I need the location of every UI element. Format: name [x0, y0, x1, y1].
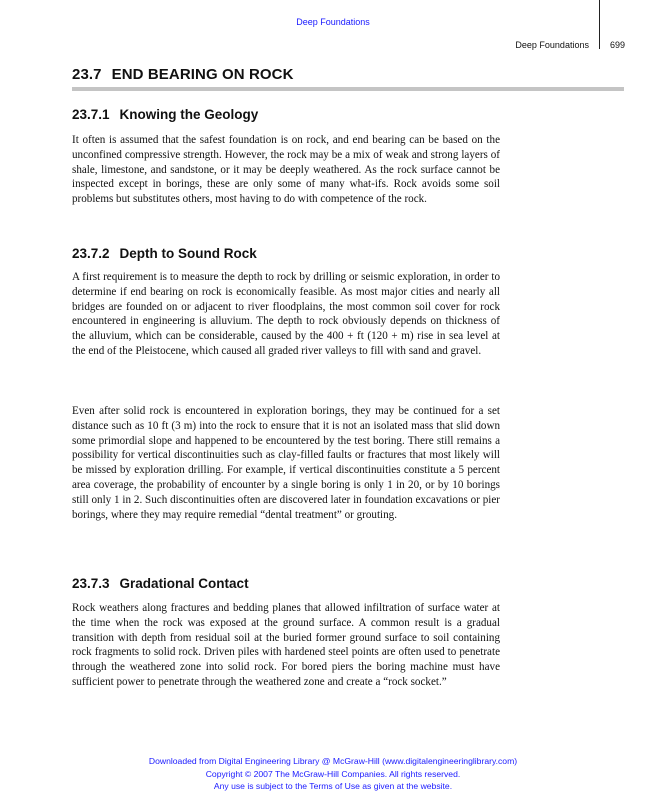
page-number: 699 [609, 40, 625, 50]
subsection-title: Knowing the Geology [119, 107, 259, 122]
subsection-heading-knowing-geology [72, 107, 258, 122]
section-heading-rule [72, 87, 624, 91]
running-head-title: Deep Foundations [515, 40, 589, 50]
section-number: 23.7 [72, 66, 102, 83]
running-head-divider [599, 0, 600, 49]
section-title: END BEARING ON ROCK [111, 66, 294, 83]
subsection-number: 23.7.3 [72, 576, 110, 591]
footer-terms-link[interactable]: Any use is subject to the Terms of Use as given at the website. [213, 781, 453, 791]
subsection-number: 23.7.2 [72, 246, 110, 261]
footer-copyright: Copyright © 2007 The McGraw-Hill Companies. All rights reserved. [205, 768, 461, 779]
section-heading [72, 66, 294, 83]
subsection-title: Gradational Contact [119, 576, 249, 591]
paragraph: A first requirement is to measure the depth to rock by drilling or seismic exploration, in order to determine if end bearing on rock is economically feasible. As most major cities and nearly all bridges are founded on or adjacent to river floodplains, the most common soil cover for rock encountered in engineering is alluvium. The depth to rock obviously depends on thickness of the alluvium, which can be considerable, caused by the 400 + ft (120 + m) rise in sea level at the end of the Pleistocene, which caused all graded river valleys to fill with sand and gravel. [72, 271, 500, 357]
subsection-title: Depth to Sound Rock [119, 246, 257, 261]
paragraph: Even after solid rock is encountered in exploration borings, they may be continued for a set distance such as 10 ft (3 m) into the rock to ensure that it is not an isolated mass that slid down some primordial slope and happened to be encountered by the test boring. There still remains a possibility for vertical discontinuities such as clay-filled faults or fractures that most likely will be missed by exploration drilling. For example, if vertical discontinuities constitute a 5 percent area coverage, the probability of encounter by a single boring is only 1 in 20, or by 10 borings still only 1 in 2. Such discontinuities often are discovered later in foundation excavations or pier borings, where they may require remedial “dental treatment” or grouting. [72, 405, 500, 521]
top-source-link[interactable]: Deep Foundations [296, 17, 370, 27]
subsection-heading-gradational-contact [72, 576, 249, 591]
paragraph: Rock weathers along fractures and bedding planes that allowed infiltration of surface water at the time when the rock was exposed at the ground surface. A common result is a gradual transition with depth from residual soil at the buried former ground surface to soil containing rock fragments to solid rock. Driven piles with hardened steel points are often used to penetrate through the weathered zone into solid rock. For bored piers the boring machine must have sufficient power to penetrate through the weathered zone and create a “rock socket.” [72, 602, 500, 688]
footer-download-link[interactable]: Downloaded from Digital Engineering Library @ McGraw-Hill (www.digitalengineeringlibrary.com) [148, 756, 518, 766]
running-head [515, 40, 625, 50]
subsection-heading-depth-to-sound-rock [72, 246, 257, 261]
subsection-number: 23.7.1 [72, 107, 110, 122]
paragraph: It often is assumed that the safest foundation is on rock, and end bearing can be based on the unconfined compressive strength. However, the rock may be a mix of weak and strong layers of shale, limestone, and sandstone, or it may be deeply weathered. As the rock surface cannot be inspected except in borings, these are only some of many what-ifs. Rock avoids some soil problems but substitutes others, most having to do with competence of the rock. [72, 134, 500, 206]
footer [0, 755, 666, 793]
